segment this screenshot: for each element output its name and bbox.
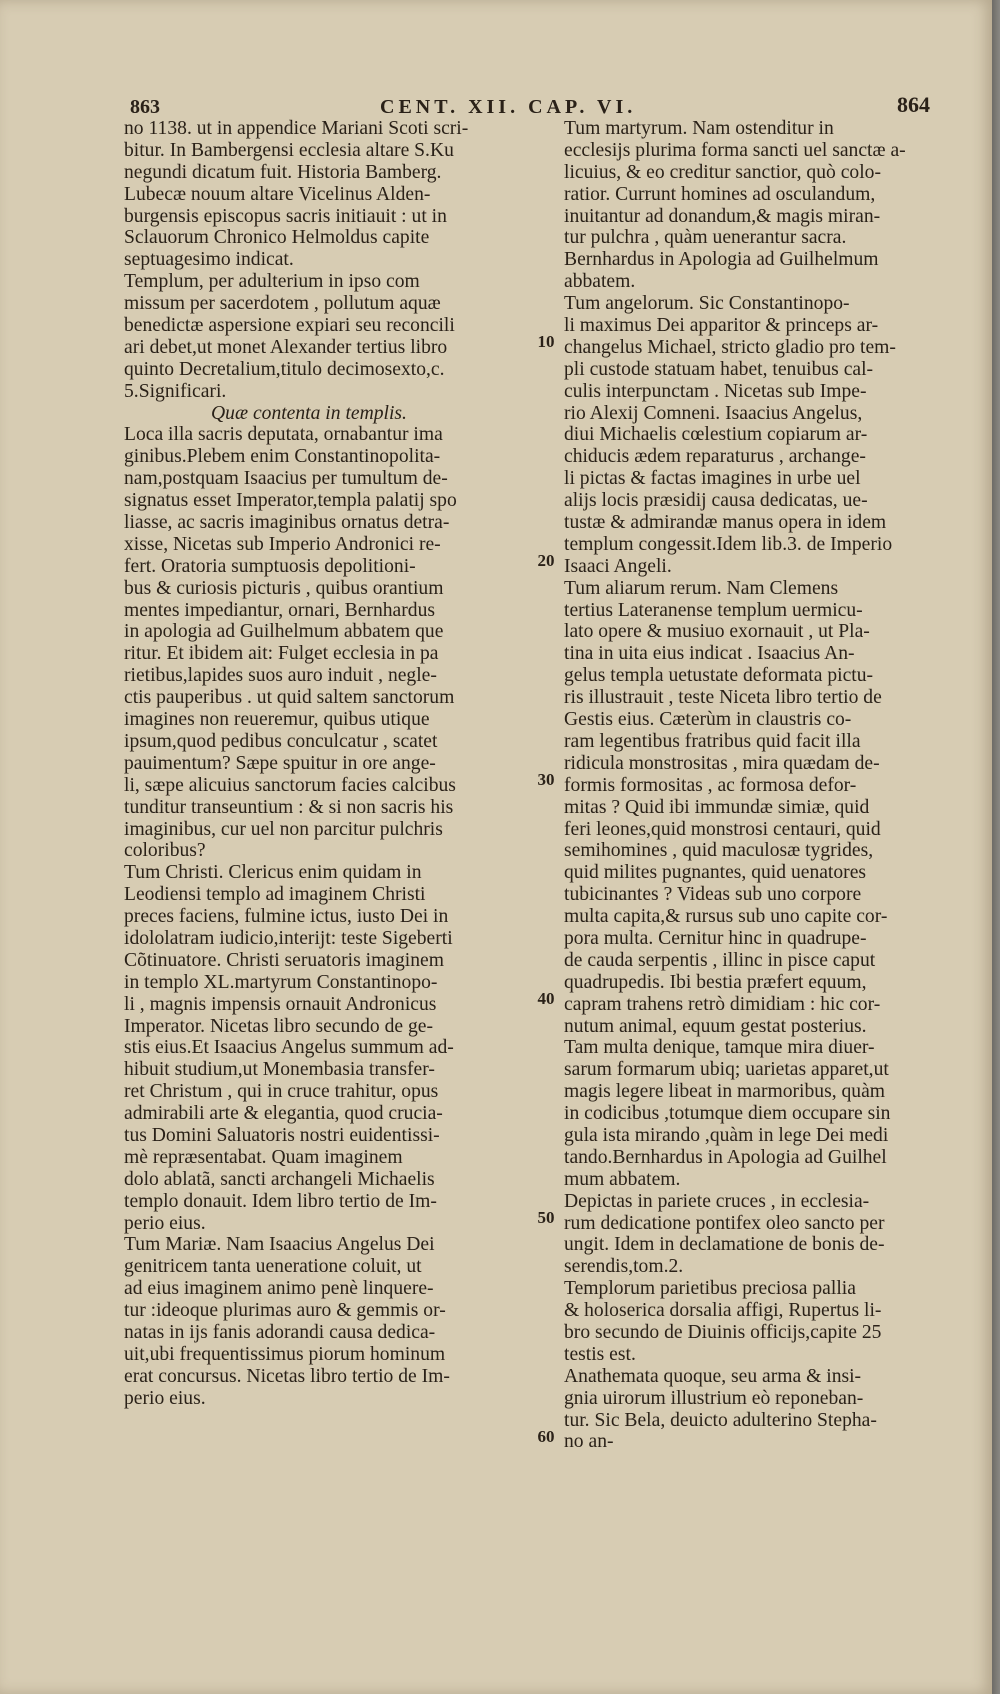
text-line: in apologia ad Guilhelmum abbatem que: [124, 621, 444, 643]
text-line: bro secundo de Diuinis officijs,capite 25: [564, 1321, 882, 1343]
text-line: uit,ubi frequentissimus piorum hominum: [124, 1343, 446, 1365]
text-line: Gestis eius. Cæterùm in claustris co-: [564, 709, 852, 731]
text-line: culis interpunctam . Nicetas sub Impe-: [564, 380, 867, 402]
text-line: Anathemata quoque, seu arma & insi-: [564, 1365, 862, 1387]
text-line: Tum Mariæ. Nam Isaacius Angelus Dei: [124, 1234, 435, 1256]
text-line: tina in uita eius indicat . Isaacius An-: [564, 643, 855, 665]
text-line: signatus esset Imperator,templa palatij spo: [124, 490, 457, 512]
text-line: in codicibus ,totumque diem occupare sin: [564, 1103, 891, 1125]
text-line: testis est.: [564, 1343, 636, 1365]
text-line: ungit. Idem in declamatione de bonis de-: [564, 1234, 885, 1256]
text-line: feri leones,quid monstrosi centauri, quid: [564, 818, 881, 840]
text-line: Loca illa sacris deputata, ornabantur ima: [124, 424, 443, 446]
text-line: templum congessit.Idem lib.3. de Imperio: [564, 533, 893, 555]
text-line: Tam multa denique, tamque mira diuer-: [564, 1037, 875, 1059]
text-line: tur pulchra , quàm uenerantur sacra.: [564, 227, 847, 249]
text-line: abbatem.: [564, 271, 636, 293]
text-line: ecclesijs plurima forma sancti uel sanctæ a-: [564, 139, 906, 161]
line-number: 30: [537, 770, 555, 789]
text-line: Tum angelorum. Sic Constantinopo-: [564, 293, 850, 315]
section-heading: Quæ contenta in templis.: [211, 402, 407, 424]
text-line: nam,postquam Isaacius per tumultum de-: [124, 468, 448, 490]
text-line: Tum Christi. Clericus enim quidam in: [124, 862, 422, 884]
text-line: Templorum parietibus preciosa pallia: [564, 1278, 856, 1300]
text-line: septuagesimo indicat.: [124, 249, 294, 271]
text-line: perio eius.: [124, 1212, 206, 1234]
left-column: [124, 118, 534, 1410]
text-line: no an-: [564, 1431, 614, 1453]
text-line: mum abbatem.: [564, 1168, 681, 1190]
text-line: stis eius.Et Isaacius Angelus summum ad-: [124, 1037, 454, 1059]
text-line: admirabili arte & elegantia, quod crucia-: [124, 1103, 443, 1125]
text-line: gelus templa uetustate deformata pictu-: [564, 665, 874, 687]
page-number-right: 864: [897, 92, 930, 117]
text-line: Cõtinuatore. Christi seruatoris imaginem: [124, 949, 444, 971]
text-line: hibuit studium,ut Monembasia transfer-: [124, 1059, 435, 1081]
text-line: de cauda serpentis , illinc in pisce caput: [564, 949, 876, 971]
text-line: licuius, & eo creditur sanctior, quò colo-: [564, 161, 881, 183]
text-line: semihomines , quid maculosæ tygrides,: [564, 840, 874, 862]
text-line: ret Christum , qui in cruce trahitur, opus: [124, 1081, 439, 1103]
text-line: tertius Lateranense templum uermicu-: [564, 599, 863, 621]
text-line: gula ista mirando ,quàm in lege Dei medi: [564, 1124, 889, 1146]
text-line: imaginibus, cur uel non parcitur pulchris: [124, 818, 443, 840]
text-line: tur. Sic Bela, deuicto adulterino Stepha-: [564, 1409, 877, 1431]
text-line: tur :ideoque plurimas auro & gemmis or-: [124, 1300, 446, 1322]
text-line: changelus Michael, stricto gladio pro tem-: [564, 336, 896, 358]
text-line: li maximus Dei apparitor & princeps ar-: [564, 315, 879, 337]
text-line: Lubecæ nouum altare Vicelinus Alden-: [124, 183, 431, 205]
text-line: rietibus,lapides suos auro induit , negle-: [124, 665, 437, 687]
text-line: mentes impediantur, ornari, Bernhardus: [124, 599, 435, 621]
text-line: Bernhardus in Apologia ad Guilhelmum: [564, 249, 879, 271]
text-line: mitas ? Quid ibi immundæ simiæ, quid: [564, 796, 870, 818]
text-line: genitricem tanta ueneratione coluit, ut: [124, 1256, 422, 1278]
text-line: erat concursus. Nicetas libro tertio de Im-: [124, 1365, 450, 1387]
text-line: no 1138. ut in appendice Mariani Scoti scri-: [124, 118, 469, 139]
text-line: dolo ablatã, sancti archangeli Michaelis: [124, 1168, 435, 1190]
text-line: rio Alexij Comneni. Isaacius Angelus,: [564, 402, 863, 424]
text-line: mè repræsentabat. Quam imaginem: [124, 1146, 403, 1168]
line-number: 20: [537, 551, 555, 570]
text-line: tando.Bernhardus in Apologia ad Guilhel: [564, 1146, 887, 1168]
text-line: tustæ & admirandæ manus opera in idem: [564, 512, 887, 534]
text-line: templo donauit. Idem libro tertio de Im-: [124, 1190, 437, 1212]
text-line: natas in ijs fanis adorandi causa dedica-: [124, 1321, 436, 1343]
text-line: rum dedicatione pontifex oleo sancto per: [564, 1212, 885, 1234]
text-line: ctis pauperibus . ut quid saltem sanctorum: [124, 687, 455, 709]
text-line: tubicinantes ? Videas sub uno corpore: [564, 884, 862, 906]
text-line: Isaaci Angeli.: [564, 555, 672, 577]
text-line: multa capita,& rursus sub uno capite cor-: [564, 906, 888, 928]
text-line: ad eius imaginem animo penè linquere-: [124, 1278, 434, 1300]
text-line: preces faciens, fulmine ictus, iusto Dei in: [124, 906, 449, 928]
text-line: ginibus.Plebem enim Constantinopolita-: [124, 446, 441, 468]
line-number: 50: [537, 1208, 555, 1227]
text-line: li pictas & factas imagines in urbe uel: [564, 468, 861, 490]
text-line: lato opere & musiuo exornauit , ut Pla-: [564, 621, 870, 643]
line-number: 40: [537, 989, 555, 1008]
text-line: ritur. Et ibidem ait: Fulget ecclesia in pa: [124, 643, 439, 665]
text-line: sarum formarum ubiq; uarietas apparet,ut: [564, 1059, 889, 1081]
text-line: in templo XL.martyrum Constantinopo-: [124, 971, 438, 993]
text-line: idololatram iudicio,interijt: teste Sigeberti: [124, 927, 453, 949]
text-line: benedictæ aspersione expiari seu reconcili: [124, 315, 455, 337]
text-line: Tum aliarum rerum. Nam Clemens: [564, 577, 839, 599]
line-number: 10: [537, 332, 555, 351]
text-line: Templum, per adulterium in ipso com: [124, 271, 420, 293]
text-line: diui Michaelis cœlestium copiarum ar-: [564, 424, 868, 446]
text-line: gnia uirorum illustrium eò reponeban-: [564, 1387, 864, 1409]
text-line: li, sæpe alicuius sanctorum facies calcibus: [124, 774, 456, 796]
text-line: ipsum,quod pedibus conculcatur , scatet: [124, 730, 438, 752]
text-line: magis legere libeat in marmoribus, quàm: [564, 1081, 886, 1103]
text-line: ram legentibus fratribus quid facit illa: [564, 730, 861, 752]
text-line: Depictas in pariete cruces , in ecclesia-: [564, 1190, 870, 1212]
page-number-left: 863: [130, 96, 160, 118]
text-line: chiducis ædem reparaturus , archange-: [564, 446, 866, 468]
text-line: quinto Decretalium,titulo decimosexto,c.: [124, 358, 445, 380]
text-line: pora multa. Cernitur hinc in quadrupe-: [564, 927, 867, 949]
text-line: & holoserica dorsalia affigi, Rupertus li-: [564, 1300, 882, 1322]
text-line: imagines non reueremur, quibus utique: [124, 709, 430, 731]
text-line: Tum martyrum. Nam ostenditur in: [564, 118, 834, 139]
text-line: inuitantur ad donandum,& magis miran-: [564, 205, 881, 227]
text-line: pauimentum? Sæpe spuitur in ore ange-: [124, 752, 436, 774]
text-line: li , magnis impensis ornauit Andronicus: [124, 993, 437, 1015]
text-line: bitur. In Bambergensi ecclesia altare S.Ku: [124, 139, 454, 161]
text-line: pli custode statuam habet, tenuibus cal-: [564, 358, 874, 380]
text-line: tus Domini Saluatoris nostri euidentissi-: [124, 1124, 440, 1146]
text-line: quadrupedis. Ibi bestia præfert equum,: [564, 971, 867, 993]
text-line: Sclauorum Chronico Helmoldus capite: [124, 227, 430, 249]
running-title: CENT. XII. CAP. VI.: [380, 96, 637, 118]
text-line: burgensis episcopus sacris initiauit : ut in: [124, 205, 447, 227]
text-line: capram trahens retrò dimidiam : hic cor-: [564, 993, 881, 1015]
text-line: liasse, ac sacris imaginibus ornatus detra-: [124, 512, 450, 534]
text-line: missum per sacerdotem , pollutum aquæ: [124, 293, 441, 315]
text-line: Imperator. Nicetas libro secundo de ge-: [124, 1015, 434, 1037]
text-line: Leodiensi templo ad imaginem Christi: [124, 884, 426, 906]
text-line: xisse, Nicetas sub Imperio Andronici re-: [124, 533, 441, 555]
right-column: [564, 118, 944, 1453]
text-line: tunditur transeuntium : & si non sacris his: [124, 796, 454, 818]
text-line: nutum animal, equum gestat posterius.: [564, 1015, 867, 1037]
text-line: formis formositas , ac formosa defor-: [564, 774, 857, 796]
text-line: ridicula monstrositas , mira quædam de-: [564, 752, 880, 774]
text-line: ris illustrauit , teste Niceta libro tertio de: [564, 687, 882, 709]
text-line: negundi dicatum fuit. Historia Bamberg.: [124, 161, 442, 183]
text-line: ratior. Currunt homines ad osculandum,: [564, 183, 876, 205]
text-line: serendis,tom.2.: [564, 1256, 684, 1278]
text-line: quid milites pugnantes, quid uenatores: [564, 862, 867, 884]
text-line: perio eius.: [124, 1387, 206, 1409]
text-line: alijs locis præsidij causa dedicatas, ue-: [564, 490, 868, 512]
text-line: fert. Oratoria sumptuosis depolitioni-: [124, 555, 416, 577]
page-edge: [992, 0, 1000, 1694]
text-line: 5.Significari.: [124, 380, 227, 402]
text-line: ari debet,ut monet Alexander tertius libro: [124, 336, 448, 358]
text-line: coloribus?: [124, 840, 206, 862]
text-line: bus & curiosis picturis , quibus orantium: [124, 577, 444, 599]
line-number: 60: [537, 1427, 555, 1446]
